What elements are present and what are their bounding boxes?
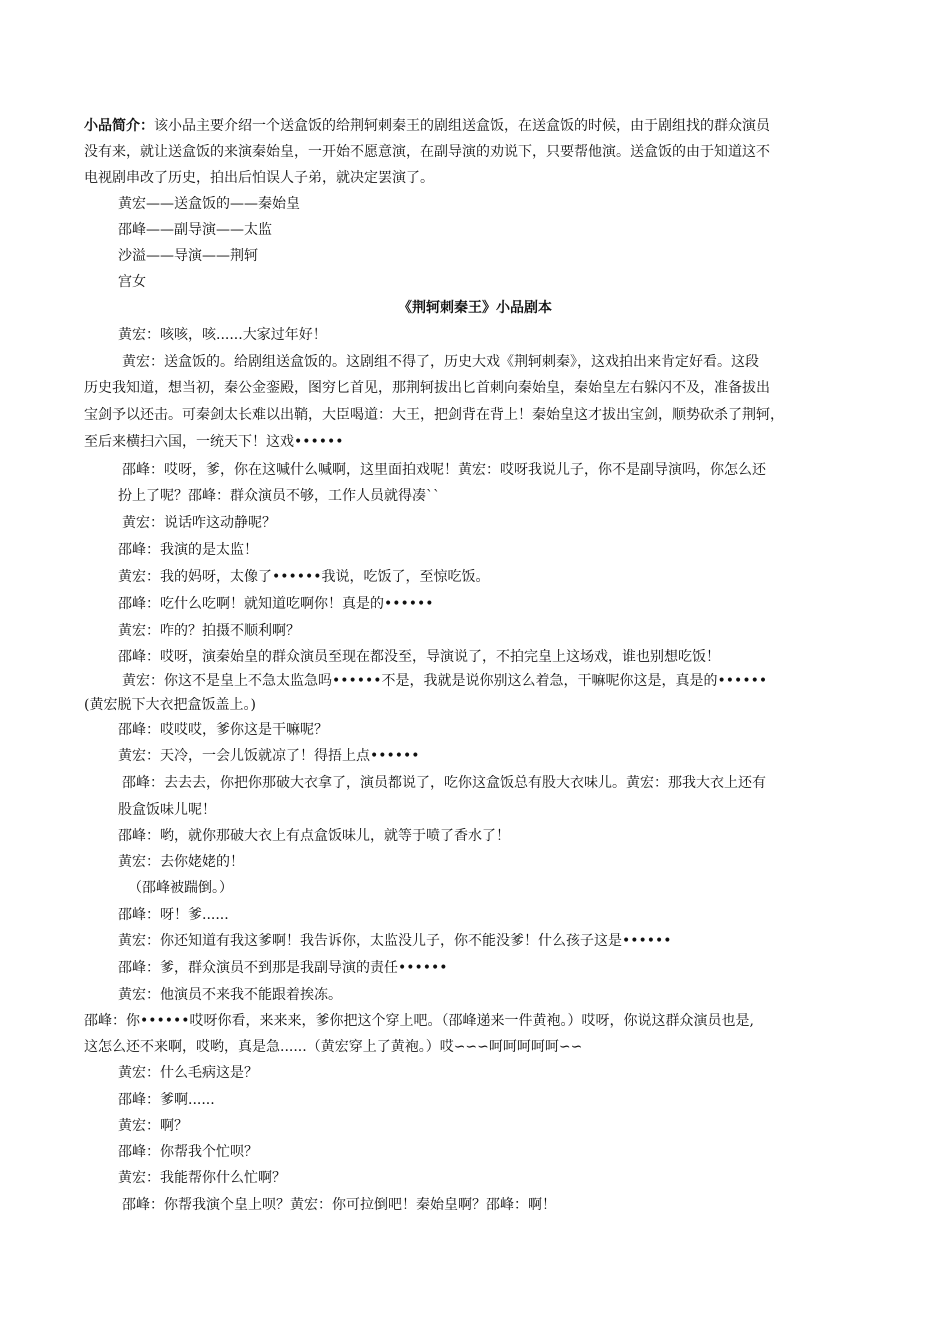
dialogue-line: 至后来横扫六国，一统天下！这戏•••••• (84, 434, 344, 450)
cast-item: 邵峰——副导演——太监 (118, 222, 272, 238)
dialogue-line: 邵峰：哎哎哎，爹你这是干嘛呢？ (118, 722, 328, 738)
dialogue-line: 股盒饭味儿呢！ (118, 802, 216, 818)
intro-line-3: 电视剧串改了历史，拍出后怕误人子弟，就决定罢演了。 (84, 170, 434, 186)
dialogue-line: 黄宏：去你姥姥的！ (118, 854, 244, 870)
dialogue-line: 邵峰：哟，就你那破大衣上有点盒饭味儿，就等于喷了香水了！ (118, 828, 510, 844)
dialogue-line: 邵峰：你帮我个忙呗？ (118, 1144, 258, 1160)
dialogue-line: 邵峰：呀！爹...... (118, 907, 229, 923)
dialogue-line: 黄宏：天冷，一会儿饭就凉了！得捂上点•••••• (118, 748, 420, 764)
dialogue-line: 历史我知道，想当初，秦公金銮殿，图穷匕首见，那荆轲拔出匕首刺向秦始皇，秦始皇左右躲闪不及，准备拔出 (84, 380, 770, 396)
dialogue-line: 邵峰：哎呀，爹，你在这喊什么喊啊，这里面拍戏呢！黄宏：哎呀我说儿子，你不是副导演吗，你怎么还 (122, 462, 766, 478)
stage-direction: (黄宏脱下大衣把盒饭盖上。) (84, 697, 256, 713)
dialogue-line: 扮上了呢？邵峰：群众演员不够，工作人员就得凑`` (118, 488, 440, 504)
dialogue-line: 邵峰：哎呀，演秦始皇的群众演员至现在都没至，导演说了，不拍完皇上这场戏，谁也别想吃饭！ (118, 649, 720, 665)
stage-direction: （邵峰被踹倒。） (128, 880, 233, 896)
dialogue-line: 黄宏：我的妈呀，太像了••••••我说，吃饭了，至惊吃饭。 (118, 569, 490, 585)
dialogue-line: 黄宏：说话咋这动静呢？ (122, 515, 276, 531)
script-title: 《荆轲刺秦王》小品剧本 (398, 300, 552, 316)
intro-line-1: 小品简介：该小品主要介绍一个送盒饭的给荆轲刺秦王的剧组送盒饭，在送盒饭的时候，由于剧组找的群众演员 (84, 118, 770, 134)
dialogue-line: 黄宏：送盒饭的。给剧组送盒饭的。这剧组不得了，历史大戏《荆轲刺秦》，这戏拍出来肯定好看。这段 (122, 354, 759, 370)
dialogue-line: 宝剑予以还击。可秦剑太长难以出鞘，大臣喝道：大王，把剑背在背上！秦始皇这才拔出宝剑，顺势砍杀了荆轲， (84, 407, 784, 423)
dialogue-line: 邵峰：你帮我演个皇上呗？黄宏：你可拉倒吧！秦始皇啊？邵峰：啊！ (122, 1197, 556, 1213)
dialogue-line: 邵峰：爹，群众演员不到那是我副导演的责任•••••• (118, 960, 448, 976)
dialogue-line: 黄宏：咋的？拍摄不顺利啊？ (118, 623, 300, 639)
dialogue-line: 这怎么还不来啊，哎哟，真是急......（黄宏穿上了黄袍。）哎∽∽∽呵呵呵呵呵∽∽ (84, 1039, 583, 1055)
dialogue-line: 黄宏：你还知道有我这爹啊！我告诉你，太监没儿子，你不能没爹！什么孩子这是•••••• (118, 933, 672, 949)
cast-item: 沙溢——导演——荆轲 (118, 248, 258, 264)
dialogue-line: 黄宏：他演员不来我不能跟着挨冻。 (118, 987, 342, 1003)
cast-item: 黄宏——送盒饭的——秦始皇 (118, 196, 300, 212)
dialogue-line: 黄宏：什么毛病这是？ (118, 1065, 258, 1081)
dialogue-line: 黄宏：你这不是皇上不急太监急吗••••••不是，我就是说你别这么着急，干嘛呢你这是，真是的•••••• (122, 673, 768, 689)
intro-line-2: 没有来，就让送盒饭的来演秦始皇，一开始不愿意演，在副导演的劝说下，只要帮他演。送盒饭的由于知道这不 (84, 144, 770, 160)
dialogue-line: 黄宏：咳咳，咳......大家过年好！ (118, 327, 327, 343)
dialogue-line: 黄宏：啊？ (118, 1118, 188, 1134)
dialogue-line: 黄宏：我能帮你什么忙啊？ (118, 1170, 286, 1186)
dialogue-line: 邵峰：爹啊...... (118, 1092, 215, 1108)
cast-item: 宫女 (118, 274, 146, 290)
dialogue-line: 邵峰：你••••••哎呀你看，来来来，爹你把这个穿上吧。（邵峰递来一件黄袍。）哎呀，你说这群众演员也是, (84, 1013, 754, 1029)
dialogue-line: 邵峰：我演的是太监！ (118, 542, 258, 558)
dialogue-line: 邵峰：去去去，你把你那破大衣拿了，演员都说了，吃你这盒饭总有股大衣味儿。黄宏：那我大衣上还有 (122, 775, 766, 791)
dialogue-line: 邵峰：吃什么吃啊！就知道吃啊你！真是的•••••• (118, 596, 434, 612)
intro-label: 小品简介： (84, 118, 154, 134)
